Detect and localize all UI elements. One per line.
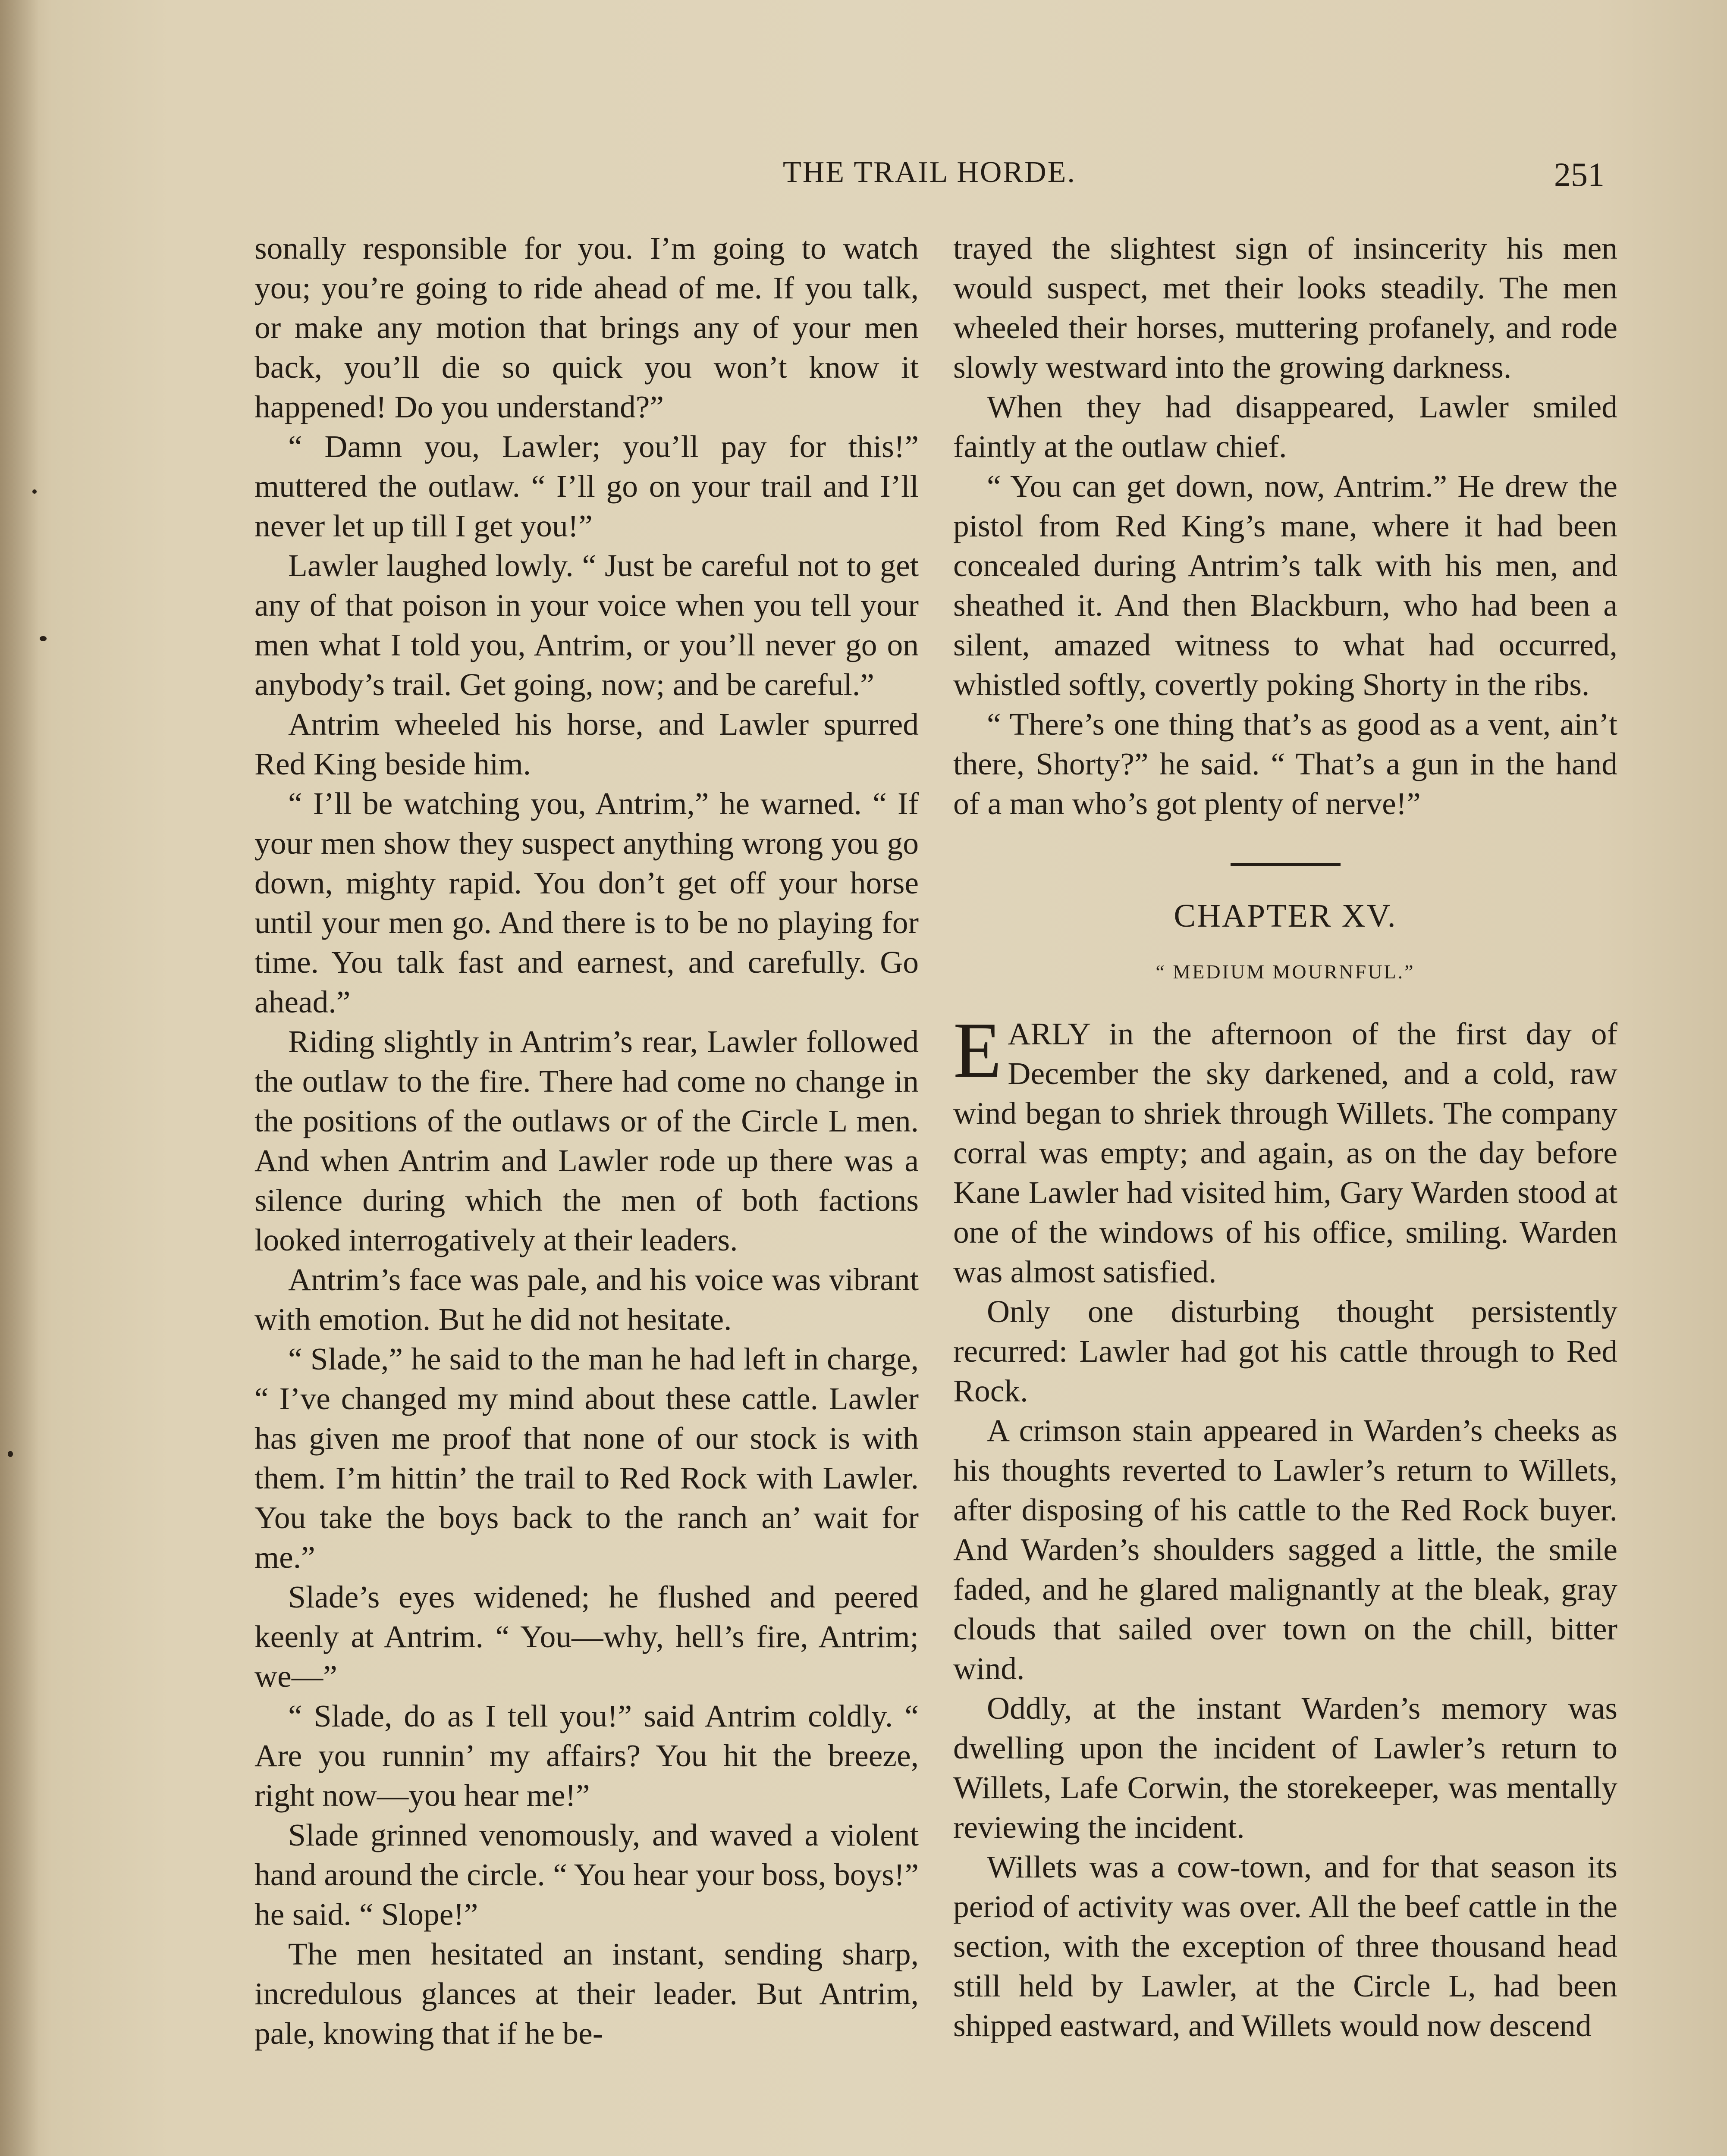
- page-number: 251: [1554, 156, 1605, 193]
- paragraph: “ Slade, do as I tell you!” said Antrim coldly. “ Are you runnin’ my affairs? You hit the breeze, right now—you hear me!”: [254, 1698, 919, 1813]
- section-divider: [1231, 863, 1341, 866]
- paragraph: “ Slade,” he said to the man he had left in charge, “ I’ve changed my mind about these cattle. Lawler has given me proof that none of our stock is with them. I’m hittin’ the trail to Red Rock with Lawler. You take the boys back to the ranch an’ wait for me.”: [254, 1341, 919, 1575]
- paragraph: A crimson stain appeared in Warden’s cheeks as his thoughts reverted to Lawler’s return to Willets, after disposing of his cattle to the Red Rock buyer. And Warden’s shoulders sagged a little, the smile faded, and he glared malignantly at the bleak, gray clouds that sailed over town on the chill, bitter wind.: [953, 1413, 1617, 1686]
- ink-speck: [40, 636, 47, 641]
- opening-text: ARLY in the afternoon of the first day of December the sky darkened, and a cold, raw wind began to shriek through Willets. The company corral was empty; and again, as on the day before Kane Lawler had visited him, Gary Warden stood at one of the windows of his office, smiling. Warden was almost satisfied.: [953, 1016, 1617, 1289]
- paragraph: “ Damn you, Lawler; you’ll pay for this!” muttered the outlaw. “ I’ll go on your trail and I’ll never let up till I get you!”: [254, 429, 919, 543]
- paragraph: Antrim’s face was pale, and his voice was vibrant with emotion. But he did not hesitate.: [254, 1262, 919, 1337]
- paragraph: Slade grinned venomously, and waved a violent hand around the circle. “ You hear your boss, boys!” he said. “ Slope!”: [254, 1818, 919, 1932]
- paragraph: Oddly, at the instant Warden’s memory was dwelling upon the incident of Lawler’s return to Willets, Lafe Corwin, the storekeeper, was mentally reviewing the incident.: [953, 1691, 1617, 1845]
- paragraph: Willets was a cow-town, and for that season its period of activity was over. All the beef cattle in the section, with the exception of three thousand head still held by Lawler, at the Circle L, had been shipped eastward, and Willets would now descend: [953, 1849, 1617, 2043]
- chapter-opening-paragraph: [953, 1006, 1617, 1292]
- paragraph: Lawler laughed lowly. “ Just be careful not to get any of that poison in your voice when you tell your men what I told you, Antrim, or you’ll never go on anybody’s trail. Get going, now; and be careful.”: [254, 548, 919, 702]
- right-column: [953, 229, 1617, 2046]
- paragraph: sonally responsible for you. I’m going to watch you; you’re going to ride ahead of me. If you talk, or make any motion that brings any of your men back, you’ll die so quick you won’t know it happened! Do you understand?”: [254, 231, 919, 424]
- running-title: THE TRAIL HORDE.: [783, 156, 1076, 189]
- chapter-subtitle: “ MEDIUM MOURNFUL.”: [1156, 961, 1415, 983]
- binding-shadow: [0, 0, 39, 2156]
- paragraph: Riding slightly in Antrim’s rear, Lawler followed the outlaw to the fire. There had come no change in the positions of the outlaws or of the Circle L men. And when Antrim and Lawler rode up there was a silence during which the men of both factions looked interrogatively at their leaders.: [254, 1024, 919, 1257]
- paragraph: When they had disappeared, Lawler smiled faintly at the outlaw chief.: [953, 389, 1617, 464]
- paragraph: “ You can get down, now, Antrim.” He drew the pistol from Red King’s mane, where it had been concealed during Antrim’s talk with his men, and sheathed it. And then Blackburn, who had been a silent, amazed witness to what had occurred, whistled softly, covertly poking Shorty in the ribs.: [953, 469, 1617, 702]
- chapter-title: CHAPTER XV.: [1174, 898, 1397, 934]
- paragraph: Antrim wheeled his horse, and Lawler spurred Red King beside him.: [254, 707, 919, 781]
- paragraph: Slade’s eyes widened; he flushed and peered keenly at Antrim. “ You—why, hell’s fire, Antrim; we—”: [254, 1579, 919, 1694]
- paragraph: trayed the slightest sign of insincerity his men would suspect, met their looks steadily. The men wheeled their horses, muttering profanely, and rode slowly westward into the growing darkness.: [953, 231, 1617, 385]
- paragraph: Only one disturbing thought persistently recurred: Lawler had got his cattle through to Red Rock.: [953, 1294, 1617, 1408]
- paragraph: “ There’s one thing that’s as good as a vent, ain’t there, Shorty?” he said. “ That’s a gun in the hand of a man who’s got plenty of nerve!”: [953, 707, 1617, 821]
- running-header: [254, 151, 1605, 198]
- ink-speck: [32, 489, 37, 494]
- paragraph: “ I’ll be watching you, Antrim,” he warned. “ If your men show they suspect anything wrong you go down, mighty rapid. You don’t get off your horse until your men go. And there is to be no playing for time. You talk fast and earnest, and carefully. Go ahead.”: [254, 786, 919, 1019]
- ink-speck: [8, 1451, 13, 1457]
- paragraph: The men hesitated an instant, sending sharp, incredulous glances at their leader. But Antrim, pale, knowing that if he be-: [254, 1937, 919, 2051]
- left-column: [254, 229, 919, 2053]
- drop-cap: E: [953, 1006, 1002, 1094]
